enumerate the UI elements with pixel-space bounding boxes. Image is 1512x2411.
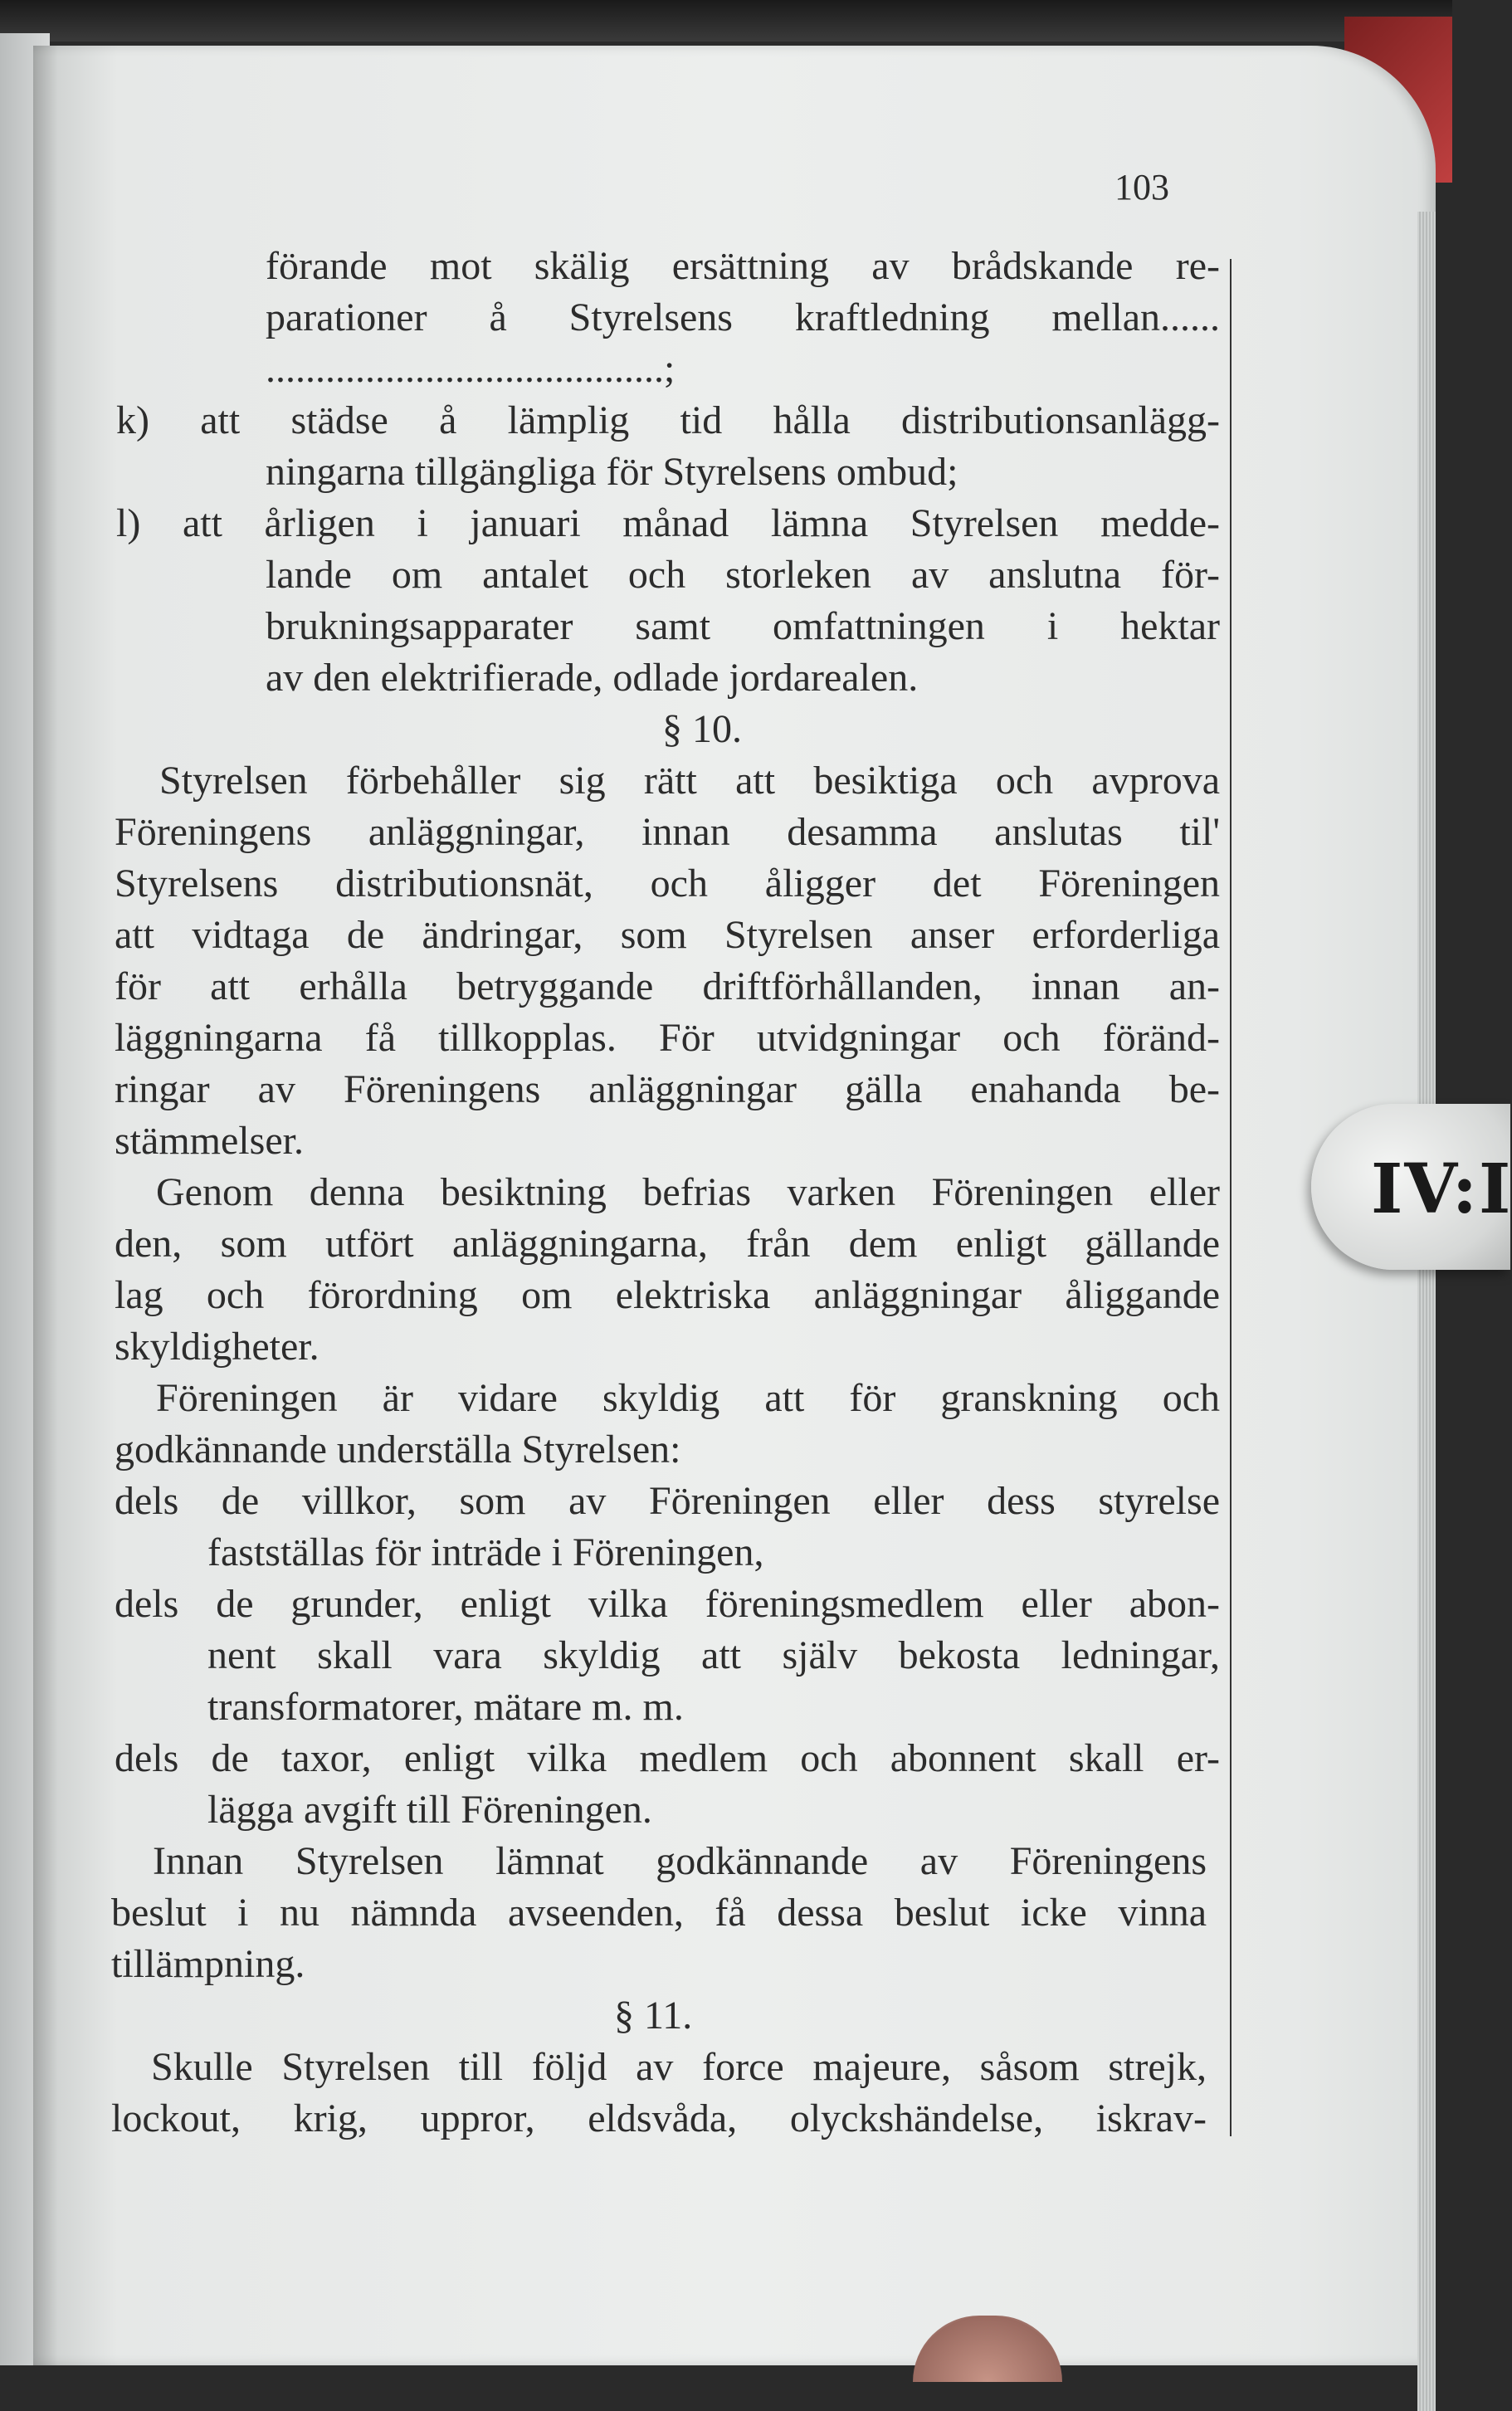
page-number: 103 <box>1114 167 1169 207</box>
text-line: lockout, krig, uppror, eldsvåda, olyckshändelse, iskrav- <box>111 2096 1207 2140</box>
text-line: Genom denna besiktning befrias varken Föreningen eller <box>156 1170 1220 1214</box>
text-line: fastställas för inträde i Föreningen, <box>207 1530 764 1574</box>
text-line: lande om antalet och storleken av anslutna för- <box>266 553 1220 597</box>
text-line: förande mot skälig ersättning av brådskande re- <box>266 244 1220 288</box>
book-top-edge <box>0 0 1452 41</box>
text-line: beslut i nu nämnda avseenden, få dessa beslut icke vinna <box>111 1891 1207 1935</box>
text-line: Innan Styrelsen lämnat godkännande av Föreningens <box>153 1839 1207 1883</box>
text-line: ........................................; <box>266 347 676 391</box>
text-line: Skulle Styrelsen till följd av force majeure, såsom strejk, <box>151 2045 1207 2089</box>
text-line: brukningsapparater samt omfattningen i hektar <box>266 604 1220 648</box>
text-line: ringar av Föreningens anläggningar gälla enahanda be- <box>115 1067 1220 1111</box>
text-line: dels de grunder, enligt vilka föreningsmedlem eller abon- <box>115 1582 1220 1626</box>
text-line: Föreningen är vidare skyldig att för granskning och <box>156 1376 1220 1420</box>
text-line: transformatorer, mätare m. m. <box>207 1685 684 1729</box>
text-line: dels de taxor, enligt vilka medlem och abonnent skall er- <box>115 1736 1220 1780</box>
text-line: Styrelsens distributionsnät, och åligger det Föreningen <box>115 861 1220 905</box>
text-line: skyldigheter. <box>115 1325 319 1369</box>
text-line: ningarna tillgängliga för Styrelsens ombud; <box>266 450 958 494</box>
index-tab-label: IV:I <box>1371 1149 1512 1229</box>
text-line: dels de villkor, som av Föreningen eller dess styrelse <box>115 1479 1220 1523</box>
text-line: l) att årligen i januari månad lämna Styrelsen medde- <box>116 501 1220 545</box>
text-line: nent skall vara skyldig att själv bekosta ledningar, <box>207 1633 1220 1677</box>
text-line: läggningarna få tillkopplas. För utvidgningar och föränd- <box>115 1016 1220 1060</box>
text-line: Föreningens anläggningar, innan desamma anslutas til' <box>115 810 1220 854</box>
text-line: Styrelsen förbehåller sig rätt att besiktiga och avprova <box>159 759 1220 803</box>
text-line: av den elektrifierade, odlade jordarealen. <box>266 656 919 700</box>
text-line: lägga avgift till Föreningen. <box>207 1788 652 1832</box>
text-line: att vidtaga de ändringar, som Styrelsen anser erforderliga <box>115 913 1220 957</box>
text-line: stämmelser. <box>115 1119 304 1163</box>
text-line: k) att städse å lämplig tid hålla distributionsanlägg- <box>116 398 1220 442</box>
text-line: § 10. <box>662 707 742 751</box>
text-line: godkännande underställa Styrelsen: <box>115 1428 681 1471</box>
page-stack-edge <box>1417 212 1436 2411</box>
margin-rule <box>1230 259 1232 2136</box>
text-line: den, som utfört anläggningarna, från dem enligt gällande <box>115 1222 1220 1266</box>
index-tab[interactable] <box>1311 1104 1510 1270</box>
page-gutter-shadow <box>33 46 58 2365</box>
text-line: tillämpning. <box>111 1942 305 1986</box>
text-line: parationer å Styrelsens kraftledning mellan...... <box>266 295 1220 339</box>
text-line: § 11. <box>614 1994 693 2038</box>
text-line: lag och förordning om elektriska anläggningar åliggande <box>115 1273 1220 1317</box>
text-line: för att erhålla betryggande driftförhållanden, innan an- <box>115 964 1220 1008</box>
